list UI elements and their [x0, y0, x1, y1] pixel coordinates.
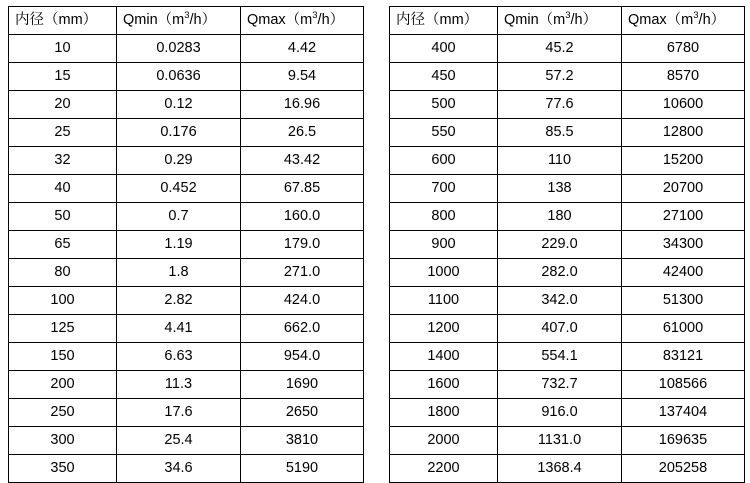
table-row [390, 427, 745, 455]
cell-qmax: 43.42 [241, 147, 364, 175]
table-row [9, 371, 364, 399]
table-row [390, 259, 745, 287]
cell-qmin: 2.82 [117, 287, 241, 315]
cell-qmin: 407.0 [498, 315, 622, 343]
table-row [9, 175, 364, 203]
cell-qmax: 51300 [622, 287, 745, 315]
cell-qmin: 229.0 [498, 231, 622, 259]
cell-qmax: 2650 [241, 399, 364, 427]
cell-qmin: 554.1 [498, 343, 622, 371]
cell-qmax: 160.0 [241, 203, 364, 231]
cell-qmax: 5190 [241, 455, 364, 483]
unit-exponent: 3 [312, 10, 318, 22]
cell-inner-diameter: 125 [9, 315, 117, 343]
cell-qmax: 271.0 [241, 259, 364, 287]
cell-qmin: 1.19 [117, 231, 241, 259]
cell-qmin: 0.0283 [117, 35, 241, 63]
table-row [9, 203, 364, 231]
column-header-qmax: $Qmax(m^3/h)$ [241, 7, 364, 35]
column-header-inner-diameter: 内径（mm） [390, 7, 498, 35]
cell-inner-diameter: 100 [9, 287, 117, 315]
cell-qmin: 6.63 [117, 343, 241, 371]
table-row [390, 343, 745, 371]
cell-qmin: 4.41 [117, 315, 241, 343]
cell-inner-diameter: 450 [390, 63, 498, 91]
cell-inner-diameter: 900 [390, 231, 498, 259]
cell-inner-diameter: 1200 [390, 315, 498, 343]
column-header-qmax: $Qmax(m^3/h)$ [622, 7, 745, 35]
cell-inner-diameter: 600 [390, 147, 498, 175]
table-header [390, 7, 745, 35]
table-row [9, 399, 364, 427]
cell-inner-diameter: 1400 [390, 343, 498, 371]
cell-qmax: 61000 [622, 315, 745, 343]
cell-qmax: 662.0 [241, 315, 364, 343]
table-row [390, 203, 745, 231]
cell-qmax: 27100 [622, 203, 745, 231]
cell-inner-diameter: 1000 [390, 259, 498, 287]
cell-inner-diameter: 550 [390, 119, 498, 147]
cell-qmin: 17.6 [117, 399, 241, 427]
cell-qmax: 179.0 [241, 231, 364, 259]
cell-qmin: 85.5 [498, 119, 622, 147]
cell-inner-diameter: 20 [9, 91, 117, 119]
cell-qmax: 42400 [622, 259, 745, 287]
cell-qmax: 6780 [622, 35, 745, 63]
cell-qmin: 57.2 [498, 63, 622, 91]
cell-qmin: 1.8 [117, 259, 241, 287]
cell-inner-diameter: 350 [9, 455, 117, 483]
cell-qmax: 137404 [622, 399, 745, 427]
table-row [390, 371, 745, 399]
table-row [390, 287, 745, 315]
header-row [390, 7, 745, 35]
cell-qmax: 15200 [622, 147, 745, 175]
cell-qmax: 83121 [622, 343, 745, 371]
cell-inner-diameter: 300 [9, 427, 117, 455]
cell-qmin: 11.3 [117, 371, 241, 399]
table-row [390, 119, 745, 147]
cell-inner-diameter: 50 [9, 203, 117, 231]
table-row [390, 35, 745, 63]
cell-inner-diameter: 1100 [390, 287, 498, 315]
cell-qmin: 45.2 [498, 35, 622, 63]
cell-qmin: 1368.4 [498, 455, 622, 483]
header-row [9, 7, 364, 35]
cell-inner-diameter: 1800 [390, 399, 498, 427]
cell-qmax: 12800 [622, 119, 745, 147]
cell-qmax: 9.54 [241, 63, 364, 91]
cell-qmin: 0.29 [117, 147, 241, 175]
cell-qmax: 4.42 [241, 35, 364, 63]
cell-qmin: 732.7 [498, 371, 622, 399]
cell-inner-diameter: 15 [9, 63, 117, 91]
cell-qmin: 180 [498, 203, 622, 231]
cell-inner-diameter: 32 [9, 147, 117, 175]
cell-qmax: 3810 [241, 427, 364, 455]
cell-inner-diameter: 150 [9, 343, 117, 371]
table-row [390, 455, 745, 483]
cell-qmax: 26.5 [241, 119, 364, 147]
cell-inner-diameter: 25 [9, 119, 117, 147]
column-header-inner-diameter: 内径（mm） [9, 7, 117, 35]
cell-qmin: 110 [498, 147, 622, 175]
cell-inner-diameter: 250 [9, 399, 117, 427]
table-row [9, 455, 364, 483]
table-row [9, 147, 364, 175]
unit-exponent: 3 [693, 10, 699, 22]
cell-qmin: 25.4 [117, 427, 241, 455]
cell-inner-diameter: 10 [9, 35, 117, 63]
table-row [9, 119, 364, 147]
cell-qmin: 282.0 [498, 259, 622, 287]
table-row [390, 315, 745, 343]
cell-qmin: 0.12 [117, 91, 241, 119]
unit-exponent: 3 [184, 10, 190, 22]
table-header [9, 7, 364, 35]
cell-inner-diameter: 500 [390, 91, 498, 119]
cell-qmax: 16.96 [241, 91, 364, 119]
cell-qmax: 20700 [622, 175, 745, 203]
table-row [9, 343, 364, 371]
table-row [9, 63, 364, 91]
cell-inner-diameter: 40 [9, 175, 117, 203]
cell-qmax: 169635 [622, 427, 745, 455]
cell-qmin: 0.7 [117, 203, 241, 231]
table-row [9, 91, 364, 119]
table-row [9, 315, 364, 343]
cell-inner-diameter: 2000 [390, 427, 498, 455]
column-header-qmin: $Qmin(m^3/h)$ [498, 7, 622, 35]
cell-inner-diameter: 700 [390, 175, 498, 203]
cell-qmin: 342.0 [498, 287, 622, 315]
cell-inner-diameter: 65 [9, 231, 117, 259]
table-row [390, 231, 745, 259]
column-header-qmin: $Qmin(m^3/h)$ [117, 7, 241, 35]
cell-qmax: 424.0 [241, 287, 364, 315]
table-row [390, 399, 745, 427]
cell-qmax: 1690 [241, 371, 364, 399]
table-body [9, 35, 364, 483]
table-row [9, 427, 364, 455]
cell-qmin: 0.0636 [117, 63, 241, 91]
cell-qmax: 34300 [622, 231, 745, 259]
unit-exponent: 3 [565, 10, 571, 22]
cell-qmax: 67.85 [241, 175, 364, 203]
cell-qmax: 954.0 [241, 343, 364, 371]
cell-inner-diameter: 80 [9, 259, 117, 287]
table-row [390, 91, 745, 119]
cell-inner-diameter: 800 [390, 203, 498, 231]
table-row [9, 259, 364, 287]
cell-qmax: 205258 [622, 455, 745, 483]
cell-inner-diameter: 2200 [390, 455, 498, 483]
table-row [390, 63, 745, 91]
cell-inner-diameter: 1600 [390, 371, 498, 399]
cell-qmax: 8570 [622, 63, 745, 91]
table-row [390, 175, 745, 203]
table-row [9, 231, 364, 259]
cell-qmin: 77.6 [498, 91, 622, 119]
cell-qmin: 138 [498, 175, 622, 203]
cell-qmin: 0.176 [117, 119, 241, 147]
table-row [9, 35, 364, 63]
cell-qmin: 0.452 [117, 175, 241, 203]
cell-qmin: 34.6 [117, 455, 241, 483]
cell-inner-diameter: 200 [9, 371, 117, 399]
cell-qmin: 1131.0 [498, 427, 622, 455]
flow-table-small-diameters [8, 6, 364, 483]
table-body [390, 35, 745, 483]
cell-qmax: 10600 [622, 91, 745, 119]
cell-qmin: 916.0 [498, 399, 622, 427]
flow-table-large-diameters [389, 6, 745, 483]
table-row [390, 147, 745, 175]
table-row [9, 287, 364, 315]
cell-inner-diameter: 400 [390, 35, 498, 63]
cell-qmax: 108566 [622, 371, 745, 399]
